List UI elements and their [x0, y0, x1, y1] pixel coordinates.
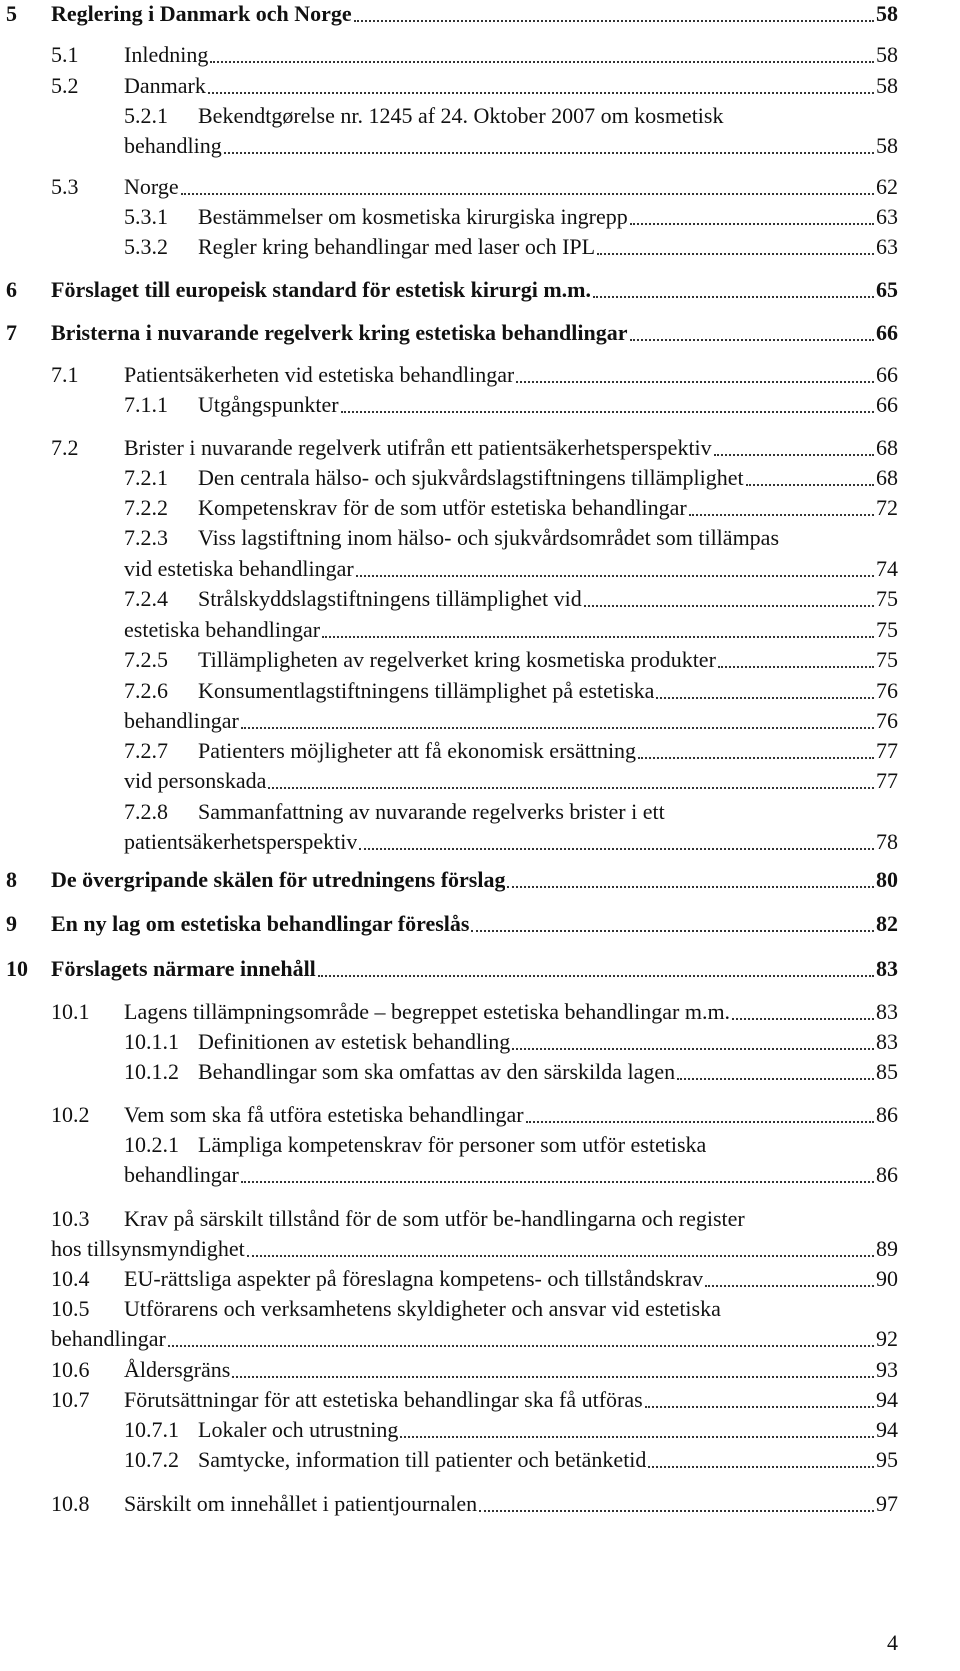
toc-entry-number: 10.8	[51, 1491, 90, 1516]
toc-entry-number: 9	[6, 911, 17, 936]
toc-entry-title: estetiska behandlingar	[124, 617, 321, 642]
toc-entry-number: 10.7	[51, 1387, 90, 1412]
toc-entry-page: 83	[876, 956, 898, 981]
toc-entry	[0, 493, 898, 523]
toc-entry	[0, 0, 898, 29]
toc-entry	[0, 1489, 898, 1519]
toc-entry-number: 10.1.1	[124, 1029, 179, 1054]
toc-entry-page: 86	[876, 1102, 898, 1127]
leader-dots	[181, 165, 874, 195]
toc-entry-page: 93	[876, 1357, 898, 1382]
toc-entry-number: 7.1	[51, 362, 79, 387]
toc-entry-number: 10.2.1	[124, 1132, 179, 1157]
toc-entry-number: 10.7.2	[124, 1447, 179, 1472]
toc-entry	[0, 1264, 898, 1294]
leader-dots	[630, 311, 875, 341]
toc-entry-title: Samtycke, information till patienter och betänketid	[198, 1447, 647, 1472]
page-number: 4	[887, 1630, 898, 1655]
leader-dots	[268, 759, 874, 789]
toc-entry-page: 66	[876, 392, 898, 417]
toc-entry	[0, 390, 898, 420]
toc-entry-page: 63	[876, 234, 898, 259]
toc-entry-page: 75	[876, 647, 898, 672]
toc-entry-title: EU-rättsliga aspekter på föreslagna kompetens- och tillståndskrav	[124, 1266, 704, 1291]
toc-entry	[0, 1100, 898, 1130]
leader-dots	[359, 820, 874, 850]
toc-entry	[0, 827, 898, 857]
toc-entry-page: 58	[876, 1, 898, 26]
toc-entry-number: 10.1.2	[124, 1059, 179, 1084]
toc-entry	[0, 1445, 898, 1475]
toc-entry-title: behandlingar	[124, 1162, 239, 1187]
leader-dots	[746, 456, 874, 486]
toc-entry-page: 90	[876, 1266, 898, 1291]
toc-entry-page: 76	[876, 708, 898, 733]
toc-entry-title: Patientsäkerheten vid estetiska behandlingar	[124, 362, 515, 387]
leader-dots	[584, 577, 874, 607]
leader-dots	[648, 1438, 874, 1468]
toc-entry-title: Konsumentlagstiftningens tillämplighet på estetiska	[198, 678, 655, 703]
toc-entry-title: En ny lag om estetiska behandlingar föreslås	[51, 911, 470, 936]
toc-entry	[0, 232, 898, 262]
leader-dots	[705, 1257, 874, 1287]
toc-entry-title: behandlingar	[51, 1326, 166, 1351]
toc-entry	[0, 954, 898, 984]
toc-entry-page: 89	[876, 1236, 898, 1261]
toc-entry-title: Vem som ska få utföra estetiska behandlingar	[124, 1102, 524, 1127]
leader-dots	[341, 383, 874, 413]
toc-entry-page: 66	[876, 362, 898, 387]
leader-dots	[241, 1153, 874, 1183]
leader-dots	[168, 1317, 874, 1347]
toc-entry-title: Särskilt om innehållet i patientjournalen	[124, 1491, 478, 1516]
toc-entry-page: 72	[876, 495, 898, 520]
toc-entry-title: Reglering i Danmark och Norge	[51, 1, 352, 26]
toc-entry-title: Brister i nuvarande regelverk utifrån ett patientsäkerhetsperspektiv	[124, 435, 712, 460]
toc-entry	[0, 865, 898, 895]
toc-entry-page: 68	[876, 465, 898, 490]
toc-entry-title: De övergripande skälen för utredningens förslag	[51, 867, 506, 892]
toc-entry-page: 75	[876, 617, 898, 642]
toc-entry-page: 94	[876, 1387, 898, 1412]
toc-entry-number: 5.2.1	[124, 103, 168, 128]
toc-entry-number: 6	[6, 277, 17, 302]
toc-entry-title: Norge	[124, 174, 179, 199]
toc-entry-number: 5	[6, 1, 17, 26]
toc-entry-title: Bristerna i nuvarande regelverk kring estetiska behandlingar	[51, 320, 628, 345]
toc-entry-page: 86	[876, 1162, 898, 1187]
toc-entry-page: 85	[876, 1059, 898, 1084]
toc-entry-title: Förslagets närmare innehåll	[51, 956, 316, 981]
leader-dots	[718, 638, 874, 668]
toc-entry-page: 63	[876, 204, 898, 229]
toc-entry-title: behandling	[124, 133, 222, 158]
toc-entry-page: 82	[876, 911, 898, 936]
toc-entry-page: 83	[876, 999, 898, 1024]
leader-dots	[354, 0, 874, 22]
leader-dots	[247, 1227, 874, 1257]
leader-dots	[512, 1020, 874, 1050]
leader-dots	[356, 547, 874, 577]
leader-dots	[656, 669, 874, 699]
toc-entry	[0, 766, 898, 796]
toc-entry-title: vid personskada	[124, 768, 267, 793]
toc-entry-page: 77	[876, 768, 898, 793]
toc-entry-number: 10.2	[51, 1102, 90, 1127]
toc-entry-page: 76	[876, 678, 898, 703]
toc-entry-title: Bekendtgørelse nr. 1245 af 24. Oktober 2007 om kosmetisk	[198, 103, 724, 128]
toc-entry	[0, 1057, 898, 1087]
toc-entry-page: 58	[876, 42, 898, 67]
toc-entry-page: 74	[876, 556, 898, 581]
leader-dots	[479, 1482, 874, 1512]
leader-dots	[224, 124, 874, 154]
toc-entry-page: 78	[876, 829, 898, 854]
toc-entry-number: 7.2.6	[124, 678, 168, 703]
toc-entry-page: 66	[876, 320, 898, 345]
toc-entry-page: 75	[876, 586, 898, 611]
toc-entry	[0, 318, 898, 348]
toc-entry-title: Danmark	[124, 73, 206, 98]
toc-entry-page: 92	[876, 1326, 898, 1351]
toc-entry-number: 10.3	[51, 1206, 90, 1231]
toc-entry-title: Patienters möjligheter att få ekonomisk ersättning	[198, 738, 637, 763]
toc-entry-title: Inledning	[124, 42, 209, 67]
toc-entry-title: Regler kring behandlingar med laser och IPL	[198, 234, 596, 259]
toc-entry-title: Strålskyddslagstiftningens tillämplighet vid	[198, 586, 582, 611]
toc-entry-page: 97	[876, 1491, 898, 1516]
leader-dots	[516, 353, 874, 383]
toc-entry	[0, 1160, 898, 1190]
toc-entry-title: vid estetiska behandlingar	[124, 556, 354, 581]
toc-entry-number: 5.3.1	[124, 204, 168, 229]
leader-dots	[526, 1093, 874, 1123]
toc-entry-page: 95	[876, 1447, 898, 1472]
leader-dots	[732, 990, 874, 1020]
toc-entry-number: 5.2	[51, 73, 79, 98]
toc-entry-page: 83	[876, 1029, 898, 1054]
toc-entry-title: Bestämmelser om kosmetiska kirurgiska ingrepp	[198, 204, 628, 229]
toc-entry-number: 10.4	[51, 1266, 90, 1291]
leader-dots	[714, 426, 874, 456]
toc-entry	[0, 275, 898, 305]
toc-entry-title: Krav på särskilt tillstånd för de som utför be-handlingarna och register	[124, 1206, 745, 1231]
leader-dots	[630, 195, 874, 225]
toc-entry-number: 7.1.1	[124, 392, 168, 417]
leader-dots	[208, 64, 874, 94]
toc-entry-number: 7.2.8	[124, 799, 168, 824]
toc-entry-title: Behandlingar som ska omfattas av den särskilda lagen	[198, 1059, 676, 1084]
toc-entry-number: 10.7.1	[124, 1417, 179, 1442]
toc-entry-number: 5.1	[51, 42, 79, 67]
leader-dots	[507, 858, 874, 888]
leader-dots	[593, 268, 874, 298]
toc-entry-page: 68	[876, 435, 898, 460]
leader-dots	[677, 1050, 874, 1080]
toc-entry-title: Tillämpligheten av regelverket kring kosmetiska produkter	[198, 647, 716, 672]
toc-entry-number: 7.2.1	[124, 465, 168, 490]
toc-entry-number: 7.2	[51, 435, 79, 460]
leader-dots	[597, 225, 874, 255]
toc-entry-number: 7.2.2	[124, 495, 168, 520]
toc-entry-title: hos tillsynsmyndighet	[51, 1236, 245, 1261]
toc-entry-title: Utförarens och verksamhetens skyldigheter och ansvar vid estetiska	[124, 1296, 721, 1321]
toc-entry-page: 65	[876, 277, 898, 302]
toc-entry	[0, 131, 898, 161]
leader-dots	[400, 1408, 874, 1438]
leader-dots	[318, 947, 874, 977]
leader-dots	[322, 608, 874, 638]
toc-entry-title: Förutsättningar för att estetiska behandlingar ska få utföras	[124, 1387, 643, 1412]
toc-entry-title: Utgångspunkter	[198, 392, 339, 417]
leader-dots	[638, 729, 874, 759]
toc-entry-number: 5.3	[51, 174, 79, 199]
toc-entry-title: Sammanfattning av nuvarande regelverks brister i ett	[198, 799, 665, 824]
toc-entry-title: patientsäkerhetsperspektiv	[124, 829, 358, 854]
toc-entry-title: Lämpliga kompetenskrav för personer som utför estetiska	[198, 1132, 707, 1157]
toc-entry-page: 94	[876, 1417, 898, 1442]
leader-dots	[210, 33, 874, 63]
toc-entry-number: 10.6	[51, 1357, 90, 1382]
leader-dots	[471, 902, 874, 932]
toc-entry-number: 7.2.5	[124, 647, 168, 672]
leader-dots	[241, 699, 874, 729]
toc-entry	[0, 909, 898, 939]
toc-entry-number: 7.2.4	[124, 586, 168, 611]
toc-entry	[0, 71, 898, 101]
toc-entry-title: Definitionen av estetisk behandling	[198, 1029, 511, 1054]
leader-dots	[645, 1378, 874, 1408]
toc-entry-number: 10.1	[51, 999, 90, 1024]
toc-entry-title: Förslaget till europeisk standard för estetisk kirurgi m.m.	[51, 277, 591, 302]
toc-entry-page: 62	[876, 174, 898, 199]
toc-entry-number: 10.5	[51, 1296, 90, 1321]
toc-entry-number: 7.2.3	[124, 525, 168, 550]
leader-dots	[689, 486, 874, 516]
toc-entry-number: 5.3.2	[124, 234, 168, 259]
toc-entry-page: 77	[876, 738, 898, 763]
leader-dots	[232, 1348, 874, 1378]
toc-entry-title: Viss lagstiftning inom hälso- och sjukvårdsområdet som tillämpas	[198, 525, 780, 550]
toc-entry-title: Lagens tillämpningsområde – begreppet estetiska behandlingar m.m.	[124, 999, 731, 1024]
toc-entry-number: 7.2.7	[124, 738, 168, 763]
toc-entry-title: Åldersgräns	[124, 1357, 231, 1382]
toc-entry-page: 80	[876, 867, 898, 892]
toc-entry-number: 7	[6, 320, 17, 345]
toc-entry-title: behandlingar	[124, 708, 239, 733]
toc-entry-title: Kompetenskrav för de som utför estetiska behandlingar	[198, 495, 687, 520]
toc-entry-number: 10	[6, 956, 28, 981]
toc-entry-title: Lokaler och utrustning	[198, 1417, 399, 1442]
toc-entry-number: 8	[6, 867, 17, 892]
toc-entry-page: 58	[876, 133, 898, 158]
toc-entry-page: 58	[876, 73, 898, 98]
toc-entry-title: Den centrala hälso- och sjukvårdslagstiftningens tillämplighet	[198, 465, 744, 490]
